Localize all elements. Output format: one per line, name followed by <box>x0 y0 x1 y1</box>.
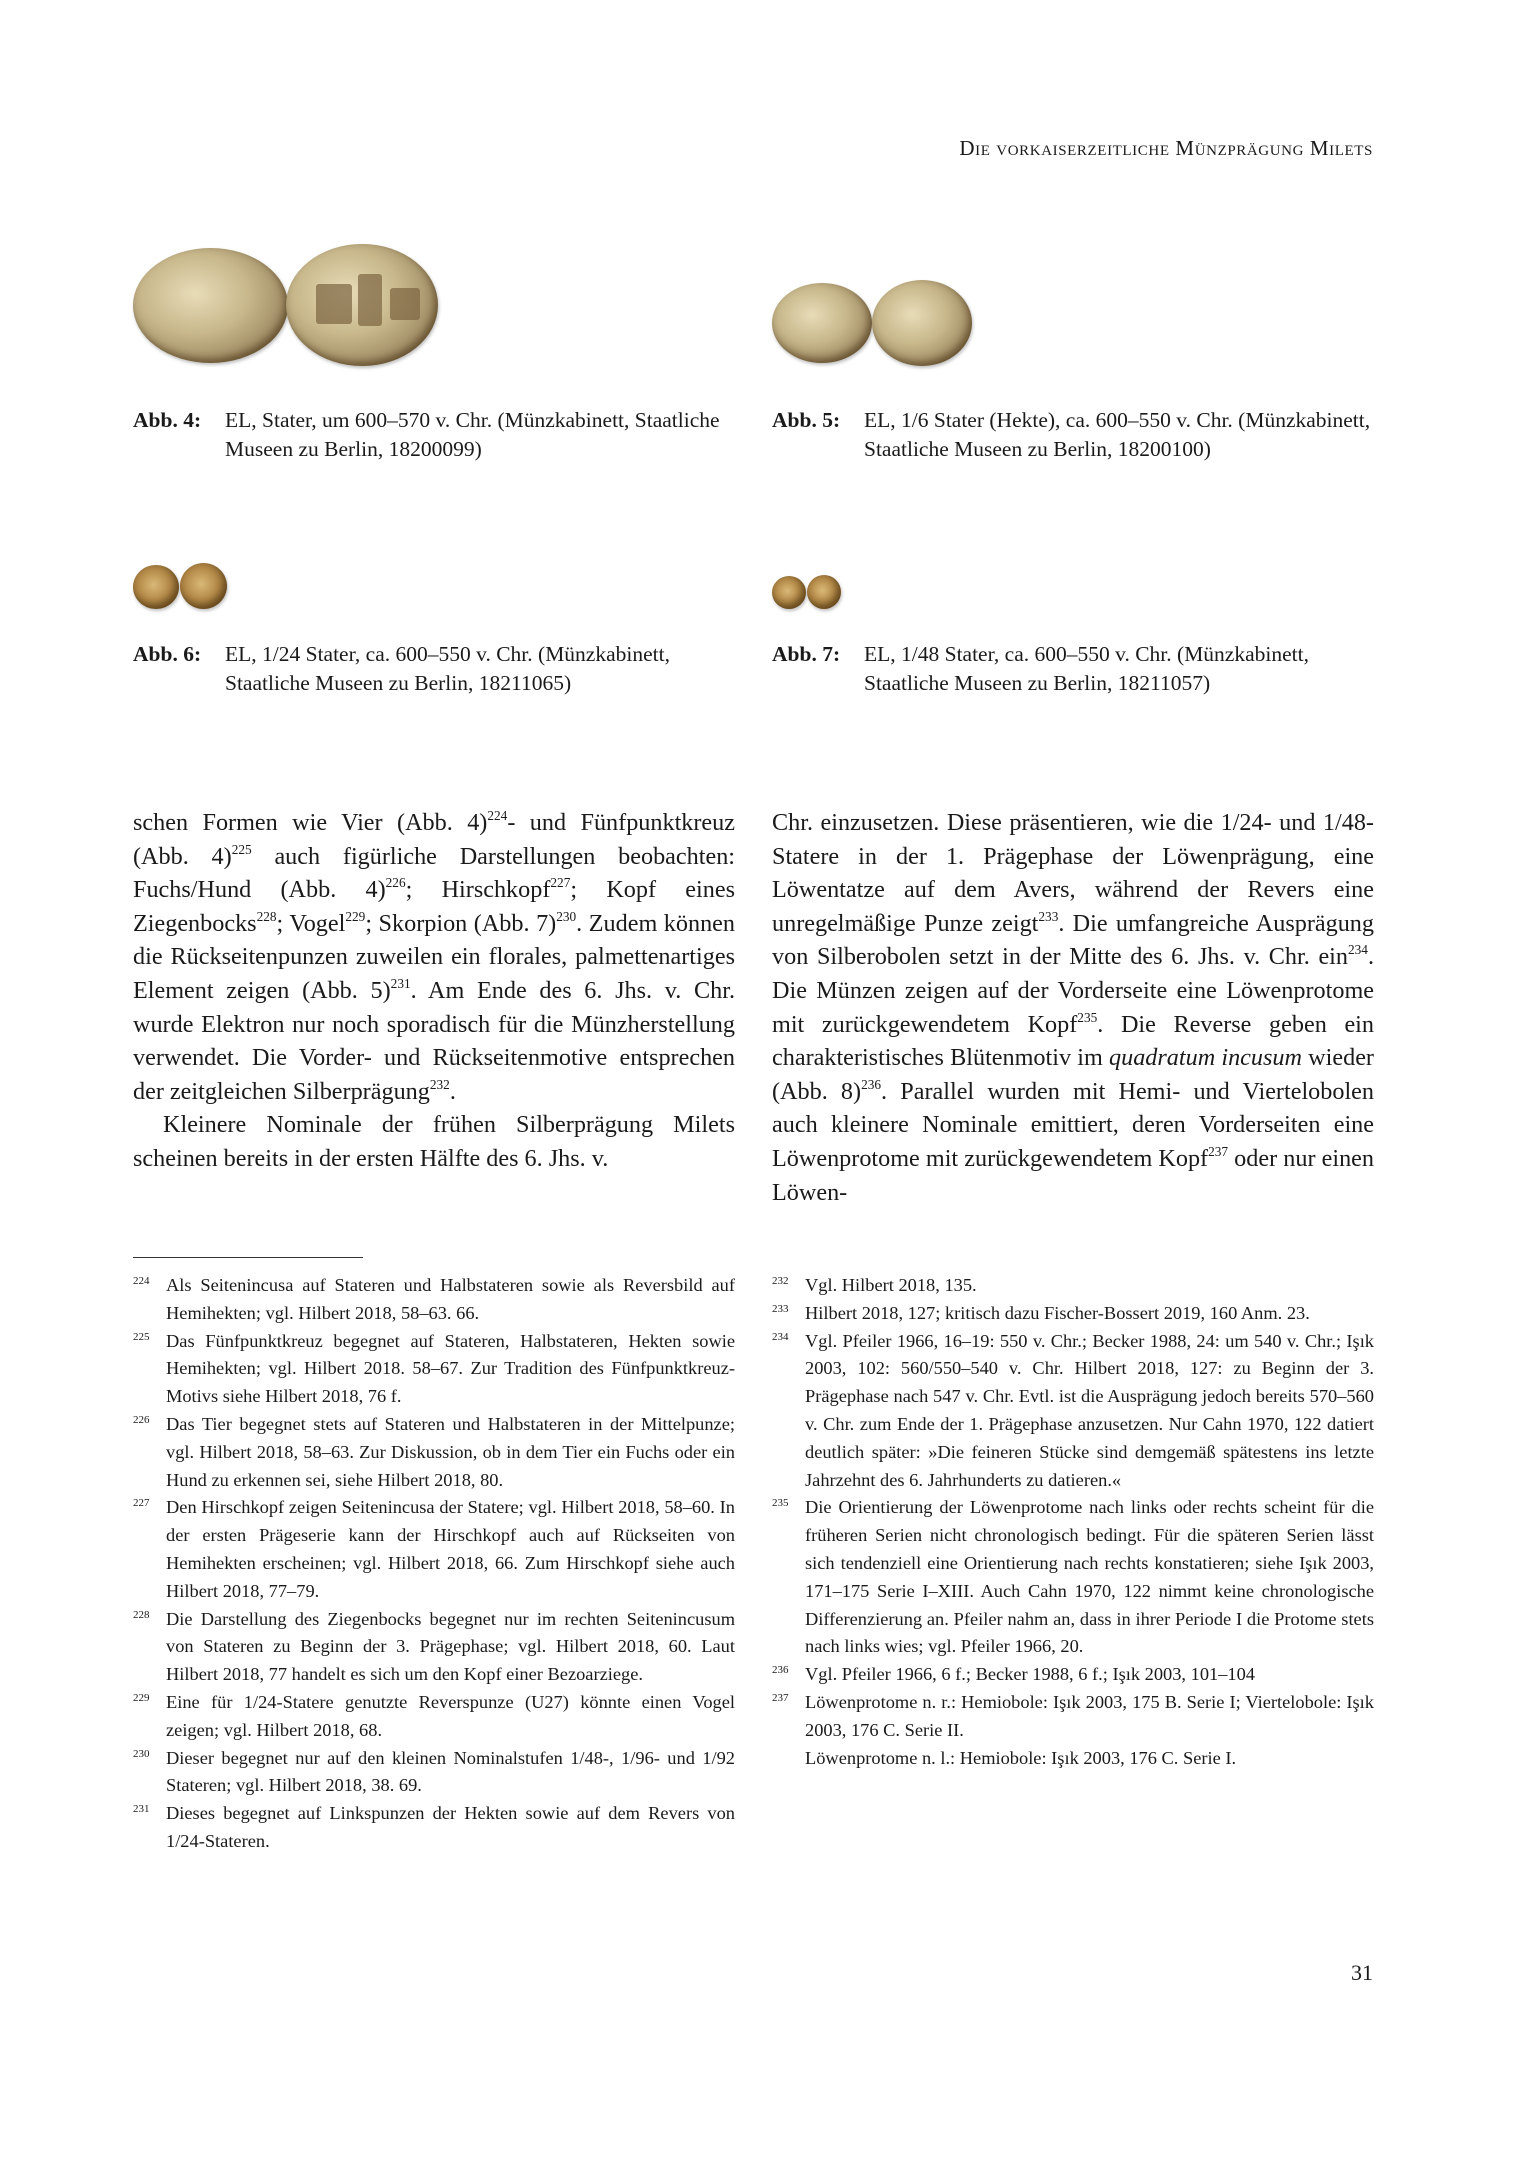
footnote-ref: 237 <box>1208 1143 1229 1159</box>
footnote-ref: 226 <box>385 875 406 891</box>
footnote-text: Hilbert 2018, 127; kritisch dazu Fischer-Bossert 2019, 160 Anm. 23. <box>805 1302 1310 1323</box>
footnote <box>772 1300 1374 1328</box>
footnote-ref: 227 <box>550 875 571 891</box>
figure-label: Abb. 4: <box>133 408 202 432</box>
footnote-number: 235 <box>772 1497 789 1510</box>
paragraph <box>133 1108 735 1175</box>
footnote-ref: 233 <box>1038 908 1059 924</box>
text-run: wieder (Abb. 8) <box>772 1044 1374 1105</box>
coin-obverse <box>772 576 806 609</box>
footnote-text: Als Seitenincusa auf Stateren und Halbstateren sowie als Reversbild auf Hemihekten; vgl. Hilbert 2018, 58–63. 66. <box>166 1275 735 1323</box>
footnote-number: 233 <box>772 1302 789 1315</box>
footnote-number: 226 <box>133 1413 150 1426</box>
footnotes-left <box>133 1272 735 1856</box>
footnote-ref: 228 <box>256 908 277 924</box>
footnote-number: 237 <box>772 1691 789 1704</box>
footnote <box>772 1689 1374 1772</box>
figure-label: Abb. 6: <box>133 642 202 666</box>
footnote-text: Vgl. Pfeiler 1966, 16–19: 550 v. Chr.; Becker 1988, 24: um 540 v. Chr.; Işık 2003, 102: 560/550–540 v. Chr. Hilbert 2018, 127: zu Beginn der 3. Prägephase nach 547 v. Chr. Evtl. ist die Ausprägung jedoch bereits 570–560 v. Chr. zum Ende der 1. Prägephase anzusetzen. Nur Cahn 1970, 122 datiert deutlich später: »Die feineren Stücke sind demgemäß spätestens ins letzte Jahrzehnt des 6. Jahrhunderts zu datieren.« <box>805 1330 1374 1490</box>
text-run: ; Kopf eines Ziegenbocks <box>133 876 735 937</box>
footnote <box>772 1494 1374 1661</box>
text-run: . Die umfangreiche Ausprägung von Silberobolen setzt in der Mitte des 6. Jhs. v. Chr. ein <box>772 909 1374 971</box>
text-run: . Am Ende des 6. Jhs. v. Chr. wurde Elektron nur noch sporadisch für die Münzherstellung verwendet. Die Vorder- und Rückseitenmotive entsprechen der zeitgleichen Silberprägung <box>133 976 735 1105</box>
footnote-ref: 234 <box>1348 942 1368 958</box>
footnote-ref: 230 <box>556 908 577 924</box>
italic-term: quadratum incusum <box>1109 1044 1302 1072</box>
footnotes-right <box>772 1272 1374 1772</box>
paragraph <box>133 806 735 1108</box>
text-run: ; Skorpion (Abb. 7) <box>365 909 557 937</box>
footnote-number: 225 <box>133 1330 150 1343</box>
footnote-ref: 235 <box>1077 1009 1098 1025</box>
footnote-text: Die Orientierung der Löwenprotome nach links oder rechts scheint für die früheren Serien nicht chronologisch bedingt. Für die späteren Serien lässt sich tendenziell eine Orientierung nach rechts konstatieren; siehe Işık 2003, 171–175 Serie I–XIII. Auch Cahn 1970, 122 nimmt keine chronologische Differenzierung an. Pfeiler nahm an, dass in ihrer Periode I die Protome stets nach links wies; vgl. Pfeiler 1966, 20. <box>805 1497 1374 1657</box>
text-run: Chr. einzusetzen. Diese präsentieren, wie die 1/24- und 1/48-Statere in der 1. Prägephase der Löwenprägung, eine Löwentatze auf dem Avers, während der Revers eine unregelmäßige Punze zeigt <box>772 809 1374 937</box>
paragraph <box>772 806 1374 1209</box>
footnote <box>133 1606 735 1689</box>
footnote-text: Löwenprotome n. r.: Hemiobole: Işık 2003, 175 B. Serie I; Viertelobole: Işık 2003, 176 C. Serie II. <box>805 1691 1374 1740</box>
text-run: . <box>449 1077 456 1105</box>
text-run: . Zudem können die Rückseitenpunzen zuweilen ein florales, palmettenartiges Element zeigen (Abb. 5) <box>133 909 735 1004</box>
footnote-text: Eine für 1/24-Statere genutzte Reverspunze (U27) könnte einen Vogel zeigen; vgl. Hilbert 2018, 68. <box>166 1691 735 1740</box>
footnote-text: Vgl. Pfeiler 1966, 6 f.; Becker 1988, 6 f.; Işık 2003, 101–104 <box>805 1664 1255 1685</box>
footnote-text: Den Hirschkopf zeigen Seitenincusa der Statere; vgl. Hilbert 2018, 58–60. In der ersten Prägeserie kann der Hirschkopf auch auf Rückseiten von Hemihekten erscheinen; vgl. Hilbert 2018, 66. Zum Hirschkopf siehe auch Hilbert 2018, 77–79. <box>166 1497 735 1601</box>
footnote <box>133 1494 735 1605</box>
caption-text: EL, 1/24 Stater, ca. 600–550 v. Chr. (Münzkabinett, Staatliche Museen zu Berlin, 18211065) <box>225 642 670 695</box>
caption-text: EL, 1/6 Stater (Hekte), ca. 600–550 v. Chr. (Münzkabinett, Staatliche Museen zu Berlin, 18200100) <box>864 408 1371 461</box>
text-run: ; Hirschkopf <box>405 876 551 904</box>
figure-caption-abb6 <box>133 640 733 698</box>
coin-reverse <box>286 244 438 366</box>
footnote-number: 228 <box>133 1608 150 1621</box>
footnote-number: 229 <box>133 1691 150 1704</box>
coin-reverse <box>807 575 841 609</box>
coin-obverse <box>133 248 288 363</box>
footnote-number: 230 <box>133 1747 150 1760</box>
footnote-ref: 229 <box>345 908 366 924</box>
figure-caption-abb5 <box>772 406 1372 464</box>
footnote-number: 231 <box>133 1803 150 1816</box>
text-run: . Parallel wurden mit Hemi- und Viertelobolen auch kleinere Nominale emittiert, deren Vorderseiten eine Löwenprotome mit zurückgewendetem Kopf <box>772 1077 1374 1172</box>
footnote-ref: 225 <box>231 841 252 857</box>
coin-reverse <box>180 563 227 609</box>
footnote-number: 224 <box>133 1275 150 1287</box>
running-head: Die vorkaiserzeitliche Münzprägung Milets <box>959 136 1373 160</box>
text-run: . Die Reverse geben ein charakteristisches Blütenmotiv im <box>772 1010 1374 1072</box>
footnote-ref: 232 <box>429 1076 450 1092</box>
caption-text: EL, 1/48 Stater, ca. 600–550 v. Chr. (Münzkabinett, Staatliche Museen zu Berlin, 18211057) <box>864 642 1309 695</box>
figure-caption-abb7 <box>772 640 1372 698</box>
footnote-text: Dieser begegnet nur auf den kleinen Nominalstufen 1/48-, 1/96- und 1/92 Stateren; vgl. Hilbert 2018, 38. 69. <box>166 1747 735 1796</box>
footnote-text: Löwenprotome n. l.: Hemiobole: Işık 2003, 176 C. Serie I. <box>805 1747 1237 1768</box>
footnote-number: 232 <box>772 1275 789 1287</box>
text-run: Kleinere Nominale der frühen Silberprägung Milets scheinen bereits in der ersten Hälfte des 6. Jhs. v. <box>133 1111 735 1172</box>
footnote <box>133 1272 735 1328</box>
footnote-text: Die Darstellung des Ziegenbocks begegnet nur im rechten Seitenincusum von Stateren zu Beginn der 3. Prägephase; vgl. Hilbert 2018, 60. Laut Hilbert 2018, 77 handelt es sich um den Kopf einer Bezoarziege. <box>166 1608 735 1685</box>
coin-reverse <box>872 280 972 366</box>
body-column-right <box>772 806 1374 1209</box>
footnote-divider <box>133 1257 363 1258</box>
footnote <box>772 1661 1374 1689</box>
footnote <box>772 1272 1374 1300</box>
figure-label: Abb. 5: <box>772 408 841 432</box>
footnote-ref: 236 <box>861 1076 882 1092</box>
text-run: - und Fünfpunktkreuz (Abb. 4) <box>133 809 735 870</box>
coin-obverse <box>133 565 179 609</box>
page-number: 31 <box>1351 1960 1373 1985</box>
text-run: oder nur einen Löwen- <box>772 1144 1374 1206</box>
footnote-text: Das Fünfpunktkreuz begegnet auf Stateren, Halbstateren, Hekten sowie Hemihekten; vgl. Hilbert 2018. 58–67. Zur Tradition des Fünfpunktkreuz-Motivs siehe Hilbert 2018, 76 f. <box>166 1330 735 1407</box>
text-run: schen Formen wie Vier (Abb. 4) <box>133 809 488 836</box>
footnote <box>133 1411 735 1494</box>
footnote-ref: 231 <box>390 976 411 991</box>
footnote-text: Das Tier begegnet stets auf Stateren und Halbstateren in der Mittelpunze; vgl. Hilbert 2018, 58–63. Zur Diskussion, ob in dem Tier ein Fuchs oder ein Hund zu erkennen sei, siehe Hilbert 2018, 80. <box>166 1413 735 1490</box>
text-run: . Die Münzen zeigen auf der Vorderseite eine Löwenprotome mit zurückgewendetem Kopf <box>772 943 1374 1038</box>
footnote-number: 227 <box>133 1497 150 1510</box>
text-run: auch figürliche Darstellungen beobachten: Fuchs/Hund (Abb. 4) <box>133 842 736 904</box>
footnote <box>133 1800 735 1856</box>
footnote-text: Vgl. Hilbert 2018, 135. <box>805 1275 977 1295</box>
footnote-ref: 224 <box>487 808 508 824</box>
coin-obverse <box>772 283 872 363</box>
footnote <box>772 1328 1374 1495</box>
footnote <box>133 1689 735 1745</box>
footnote-number: 234 <box>772 1330 789 1343</box>
footnote <box>133 1745 735 1801</box>
footnote <box>133 1328 735 1411</box>
figure-caption-abb4 <box>133 406 733 464</box>
footnote-text: Dieses begegnet auf Linkspunzen der Hekten sowie auf dem Revers von 1/24-Stateren. <box>166 1803 735 1851</box>
caption-text: EL, Stater, um 600–570 v. Chr. (Münzkabinett, Staatliche Museen zu Berlin, 18200099) <box>225 408 720 461</box>
footnote-number: 236 <box>772 1664 789 1677</box>
figure-label: Abb. 7: <box>772 642 841 666</box>
text-run: ; Vogel <box>276 909 346 937</box>
body-column-left <box>133 806 735 1176</box>
